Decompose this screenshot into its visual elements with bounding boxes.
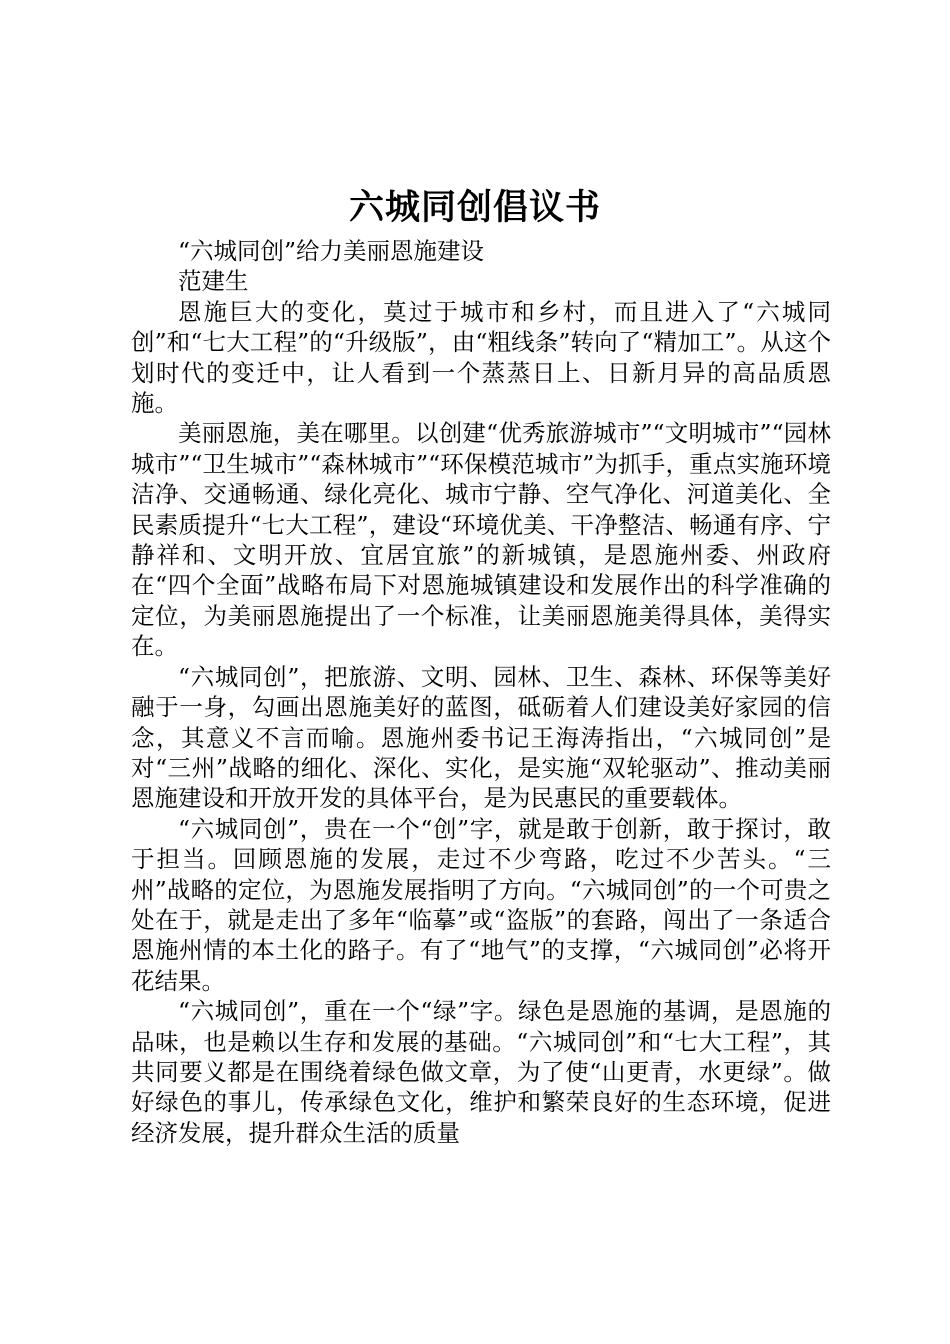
- document-body: [131, 236, 831, 1148]
- paragraph: 美丽恩施，美在哪里。以创建“优秀旅游城市”“文明城市”“园林城市”“卫生城市”“森林城市”“环保模范城市”为抓手，重点实施环境洁净、交通畅通、绿化亮化、城市宁静、空气净化、河道美化、全民素质提升“七大工程”，建设“环境优美、干净整洁、畅通有序、宁静祥和、文明开放、宜居宜旅”的新城镇，是恩施州委、州政府在“四个全面”战略布局下对恩施城镇建设和发展作出的科学准确的定位，为美丽恩施提出了一个标准，让美丽恩施美得具体，美得实在。: [131, 419, 831, 661]
- paragraph: “六城同创”，把旅游、文明、园林、卫生、森林、环保等美好融于一身，勾画出恩施美好的蓝图，砥砺着人们建设美好家园的信念，其意义不言而喻。恩施州委书记王海涛指出，“六城同创”是对“三州”战略的细化、深化、实化，是实施“双轮驱动”、推动美丽恩施建设和开放开发的具体平台，是为民惠民的重要载体。: [131, 662, 831, 813]
- paragraph: “六城同创”，贵在一个“创”字，就是敢于创新，敢于探讨，敢于担当。回顾恩施的发展，走过不少弯路，吃过不少苦头。“三州”战略的定位，为恩施发展指明了方向。“六城同创”的一个可贵之处在于，就是走出了多年“临摹”或“盗版”的套路，闯出了一条适合恩施州情的本土化的路子。有了“地气”的支撑，“六城同创”必将开花结果。: [131, 814, 831, 995]
- document-title: 六城同创倡议书: [348, 188, 601, 228]
- subtitle-line: “六城同创”给力美丽恩施建设: [178, 237, 485, 265]
- author-line: 范建生: [178, 267, 249, 296]
- paragraph: 恩施巨大的变化，莫过于城市和乡村，而且进入了“六城同创”和“七大工程”的“升级版”，由“粗线条”转向了“精加工”。从这个划时代的变迁中，让人看到一个蒸蒸日上、日新月异的高品质恩施。: [131, 297, 831, 418]
- paragraph: “六城同创”，重在一个“绿”字。绿色是恩施的基调，是恩施的品味，也是赖以生存和发展的基础。“六城同创”和“七大工程”，其共同要义都是在围绕着绿色做文章，为了使“山更青，水更绿”。做好绿色的事儿，传承绿色文化，维护和繁荣良好的生态环境，促进经济发展，提升群众生活的质量: [131, 997, 831, 1147]
